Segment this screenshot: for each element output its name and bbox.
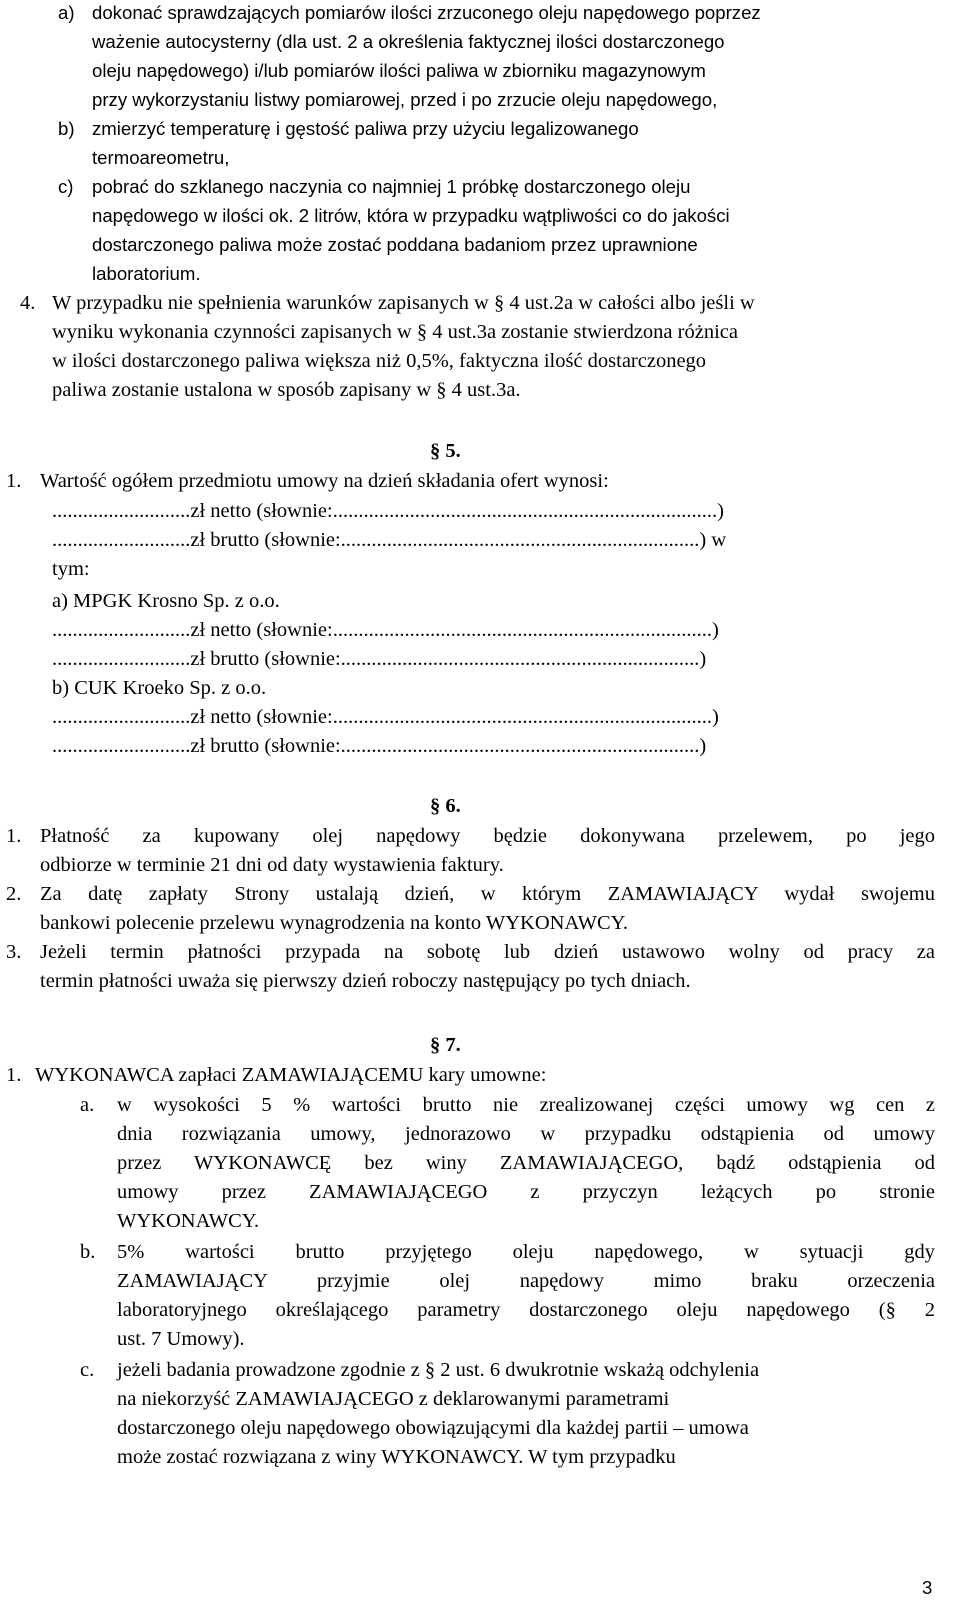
section-6-item-line: Jeżeli termin płatności przypada na sobotę lub dzień ustawowo wolny od pracy za bbox=[40, 941, 935, 963]
list-label-c: c) bbox=[58, 176, 74, 197]
penalty-a-line: przez WYKONAWCĘ bez winy ZAMAWIAJĄCEGO, bądź odstąpienia od bbox=[117, 1152, 935, 1174]
item-4-line: wyniku wykonania czynności zapisanych w § 4 ust.3a zostanie stwierdzona różnica bbox=[52, 321, 738, 343]
total-netto: ...........................zł netto (słownie:...........................................................................) bbox=[52, 500, 724, 522]
list-b-line: zmierzyć temperaturę i gęstość paliwa przy użyciu legalizowanego bbox=[92, 118, 639, 139]
section-6-item-label: 2. bbox=[6, 883, 22, 905]
section-6-item-label: 3. bbox=[6, 941, 22, 963]
penalty-a-line: dnia rozwiązania umowy, jednorazowo w przypadku odstąpienia od umowy bbox=[117, 1123, 935, 1145]
penalty-b-line: ZAMAWIAJĄCY przyjmie olej napędowy mimo braku orzeczenia bbox=[117, 1270, 935, 1292]
total-brutto: ...........................zł brutto (słownie:......................................................................) w bbox=[52, 529, 727, 551]
list-label-b: b) bbox=[58, 118, 75, 139]
section-6-item-line: odbiorze w terminie 21 dni od daty wystawienia faktury. bbox=[40, 854, 504, 876]
section-5-p1: Wartość ogółem przedmiotu umowy na dzień składania ofert wynosi: bbox=[40, 470, 609, 492]
list-c-line: napędowego w ilości ok. 2 litrów, która w przypadku wątpliwości co do jakości bbox=[92, 205, 730, 226]
penalty-a-line: w wysokości 5 % wartości brutto nie zrealizowanej części umowy wg cen z bbox=[117, 1094, 935, 1116]
section-6-item-line: Płatność za kupowany olej napędowy będzie dokonywana przelewem, po jego bbox=[40, 825, 935, 847]
list-c-line: laboratorium. bbox=[92, 263, 201, 284]
list-a-line: ważenie autocysterny (dla ust. 2 a określenia faktycznej ilości dostarczonego bbox=[92, 31, 725, 52]
page-number: 3 bbox=[922, 1577, 933, 1598]
section-6-item-line: termin płatności uważa się pierwszy dzień roboczy następujący po tych dniach. bbox=[40, 970, 691, 992]
list-a-line: dokonać sprawdzających pomiarów ilości zrzuconego oleju napędowego poprzez bbox=[92, 2, 761, 23]
company-b-brutto: ...........................zł brutto (słownie:......................................................................) bbox=[52, 735, 707, 757]
penalty-c-line: na niekorzyść ZAMAWIAJĄCEGO z deklarowanymi parametrami bbox=[117, 1388, 670, 1410]
penalty-c-line: dostarczonego oleju napędowego obowiązującymi dla każdej partii – umowa bbox=[117, 1417, 749, 1439]
company-a-netto: ...........................zł netto (słownie:..........................................................................) bbox=[52, 619, 719, 641]
list-a-line: przy wykorzystaniu listwy pomiarowej, przed i po zrzucie oleju napędowego, bbox=[92, 89, 718, 110]
item-4-line: W przypadku nie spełnienia warunków zapisanych w § 4 ust.2a w całości albo jeśli w bbox=[52, 292, 755, 314]
penalty-c-line: jeżeli badania prowadzone zgodnie z § 2 ust. 6 dwukrotnie wskażą odchylenia bbox=[117, 1359, 760, 1381]
penalty-a-line: WYKONAWCY. bbox=[117, 1210, 260, 1232]
list-c-line: dostarczonego paliwa może zostać poddana badaniom przez uprawnione bbox=[92, 234, 698, 255]
penalty-b-label: b. bbox=[80, 1241, 96, 1263]
section-6-heading: § 6. bbox=[430, 795, 461, 817]
section-6-item-line: bankowi polecenie przelewu wynagrodzenia na konto WYKONAWCY. bbox=[40, 912, 628, 934]
penalty-c-label: c. bbox=[80, 1359, 95, 1381]
section-5-p1-label: 1. bbox=[6, 470, 22, 492]
section-7-p1: WYKONAWCA zapłaci ZAMAWIAJĄCEMU kary umowne: bbox=[35, 1064, 547, 1086]
tym-label: tym: bbox=[52, 558, 90, 580]
section-6-item-label: 1. bbox=[6, 825, 22, 847]
company-b-netto: ...........................zł netto (słownie:..........................................................................) bbox=[52, 706, 719, 728]
item-4-line: w ilości dostarczonego paliwa większa niż 0,5%, faktyczna ilość dostarczonego bbox=[52, 350, 707, 372]
section-7-heading: § 7. bbox=[430, 1034, 461, 1056]
company-a: a) MPGK Krosno Sp. z o.o. bbox=[52, 590, 280, 612]
penalty-c-line: może zostać rozwiązana z winy WYKONAWCY. W tym przypadku bbox=[117, 1446, 676, 1468]
penalty-b-line: ust. 7 Umowy). bbox=[117, 1328, 245, 1350]
section-5-heading: § 5. bbox=[430, 440, 461, 462]
penalty-a-label: a. bbox=[80, 1094, 95, 1116]
list-a-line: oleju napędowego) i/lub pomiarów ilości paliwa w zbiorniku magazynowym bbox=[92, 60, 706, 81]
list-b-line: termoareometru, bbox=[92, 147, 230, 168]
list-label-a: a) bbox=[58, 2, 75, 23]
item-4-line: paliwa zostanie ustalona w sposób zapisany w § 4 ust.3a. bbox=[52, 379, 521, 401]
penalty-b-line: 5% wartości brutto przyjętego oleju napędowego, w sytuacji gdy bbox=[117, 1241, 935, 1263]
item-4-label: 4. bbox=[20, 292, 36, 314]
section-7-p1-label: 1. bbox=[6, 1064, 22, 1086]
list-c-line: pobrać do szklanego naczynia co najmniej 1 próbkę dostarczonego oleju bbox=[92, 176, 691, 197]
penalty-b-line: laboratoryjnego określającego parametry dostarczonego oleju napędowego (§ 2 bbox=[117, 1299, 935, 1321]
penalty-a-line: umowy przez ZAMAWIAJĄCEGO z przyczyn leżących po stronie bbox=[117, 1181, 935, 1203]
company-a-brutto: ...........................zł brutto (słownie:......................................................................) bbox=[52, 648, 707, 670]
section-6-item-line: Za datę zapłaty Strony ustalają dzień, w którym ZAMAWIAJĄCY wydał swojemu bbox=[40, 883, 935, 905]
company-b: b) CUK Kroeko Sp. z o.o. bbox=[52, 677, 267, 699]
